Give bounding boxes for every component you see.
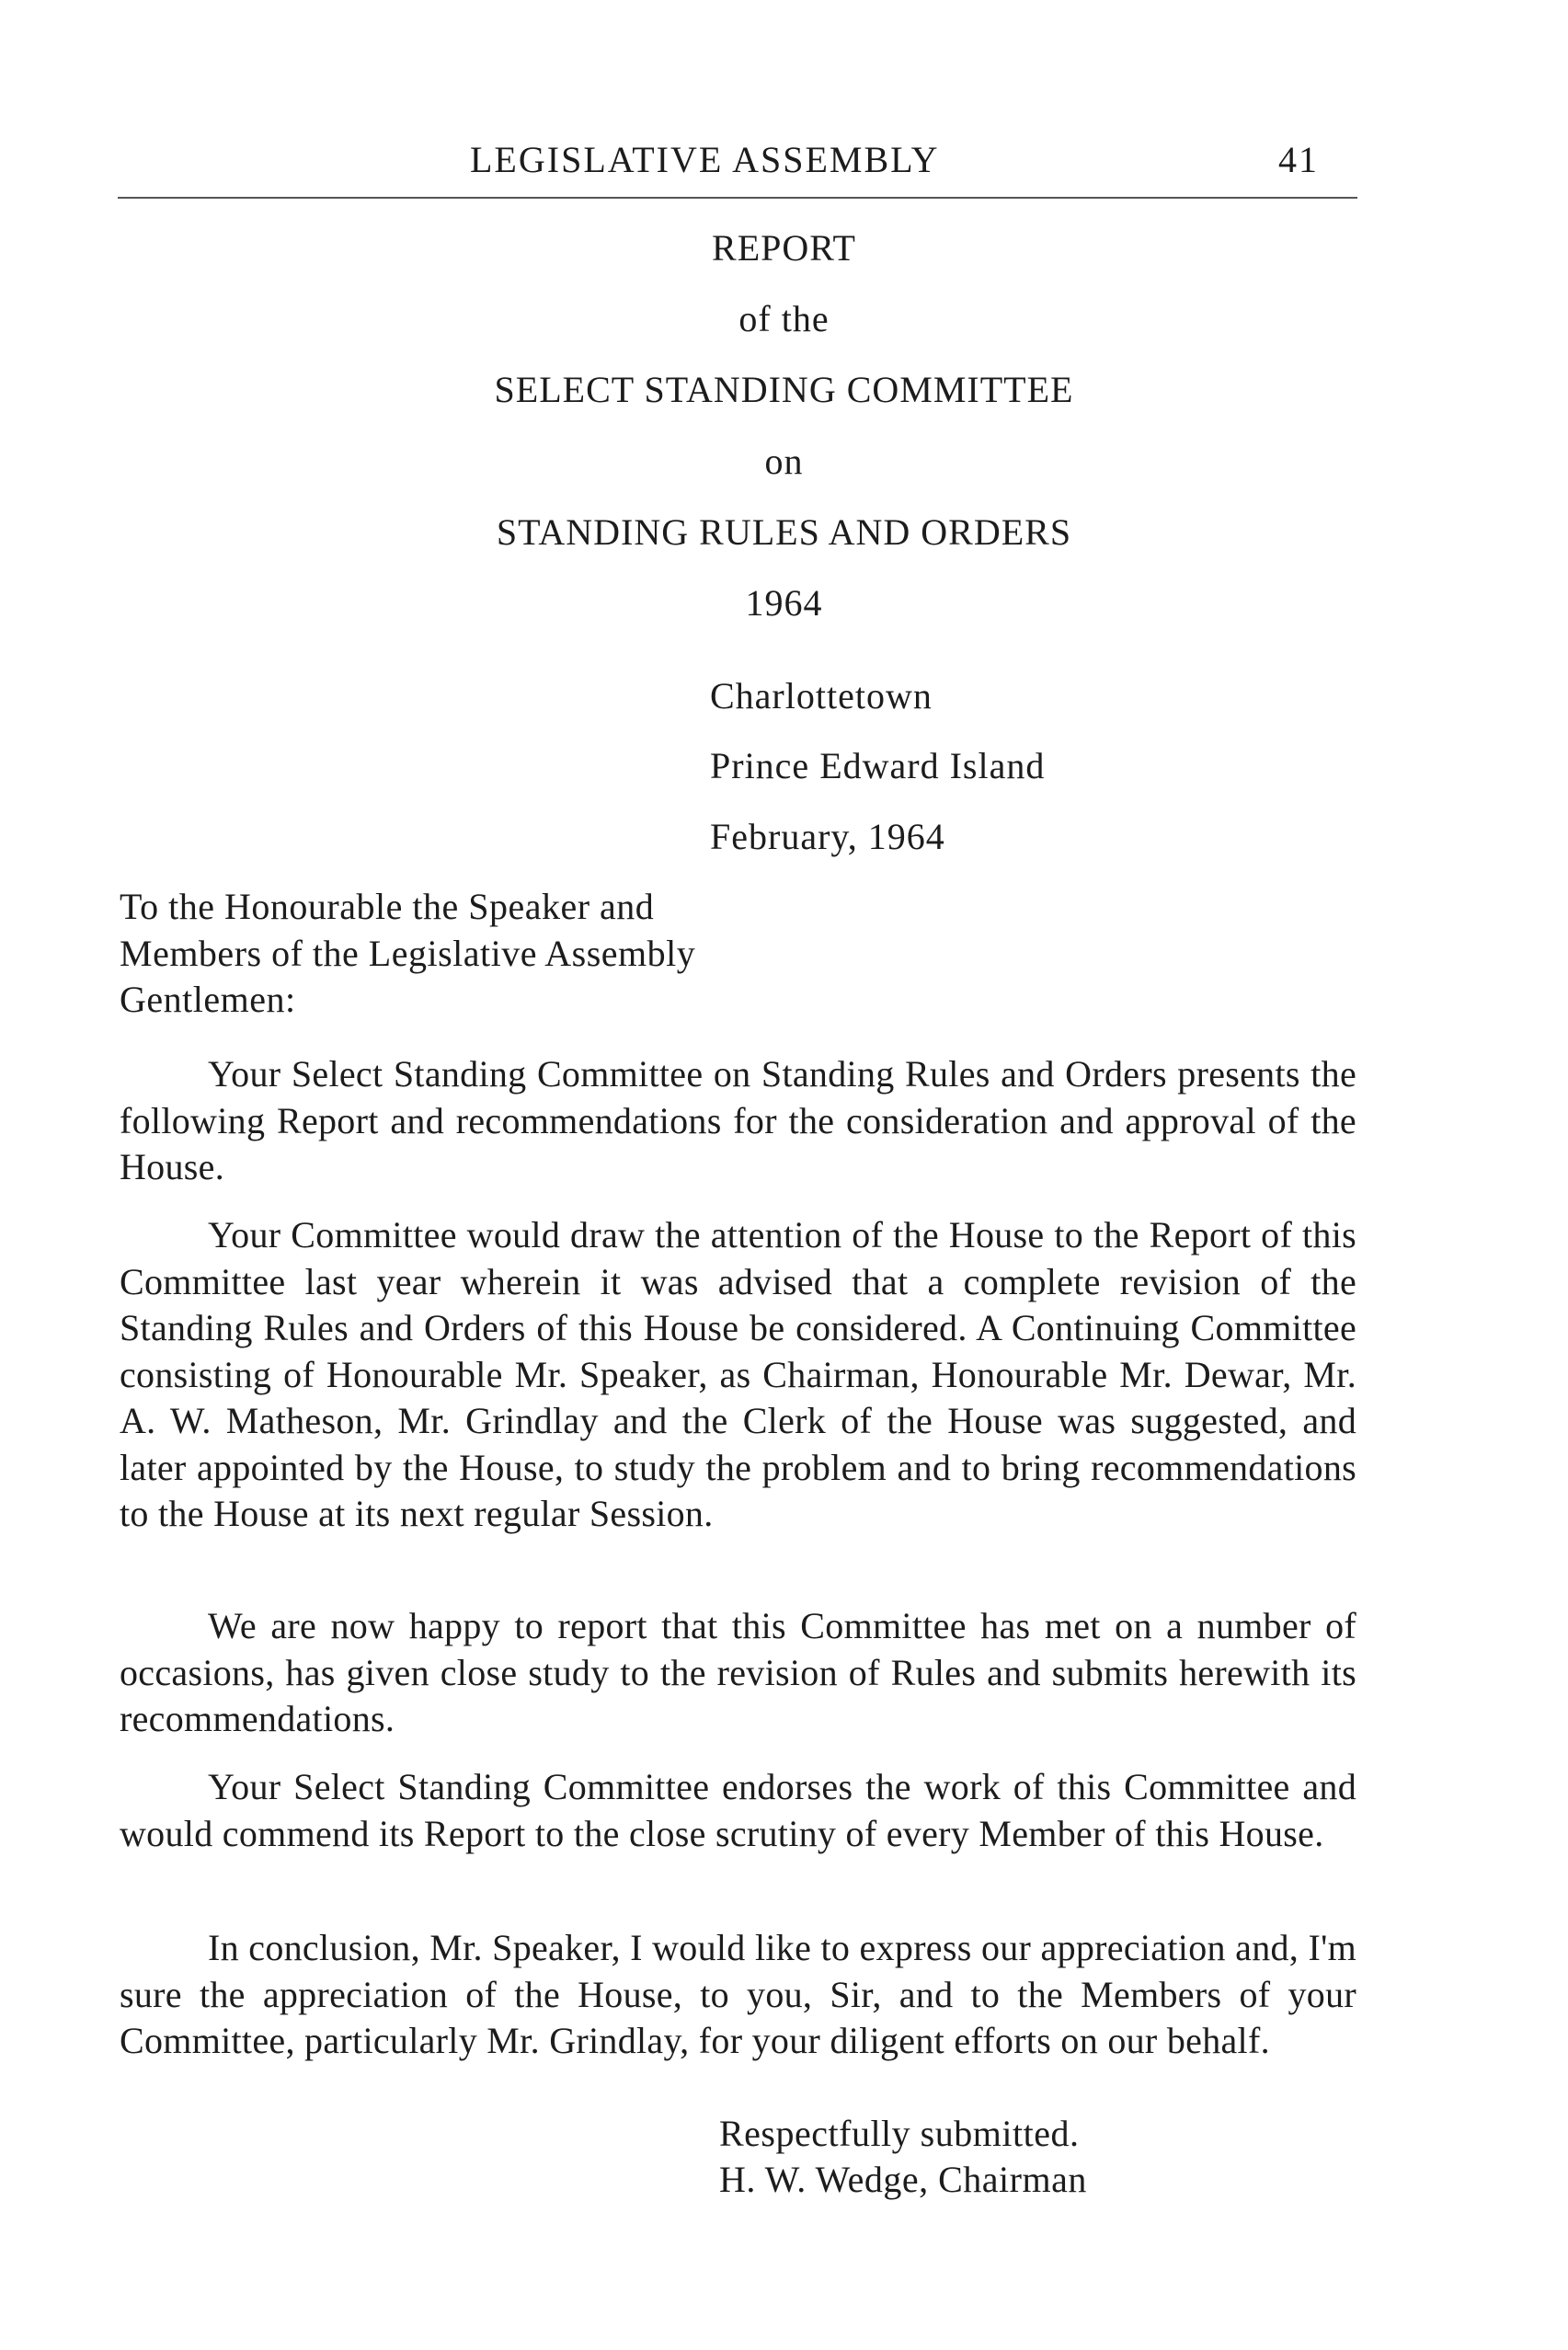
body-paragraph-4-text: Your Select Standing Committee endorses the work of this Committee and would commend its Report to the close scrutiny of every Member of this House.	[120, 1766, 1356, 1854]
dateline-city: Charlottetown	[710, 675, 933, 716]
body-paragraph-2	[120, 1212, 1356, 1538]
dateline-province: Prince Edward Island	[710, 745, 1046, 786]
page-number: 41	[1278, 139, 1319, 180]
body-paragraph-1	[120, 1051, 1356, 1191]
title-subject: STANDING RULES AND ORDERS	[496, 511, 1072, 553]
body-paragraph-2-text: Your Committee would draw the attention of the House to the Report of this Committee last year wherein it was advised that a complete revision of the Standing Rules and Orders of this House be considered. A Continuing Committee consisting of Honourable Mr. Speaker, as Chairman, Honourable Mr. Dewar, Mr. A. W. Matheson, Mr. Grindlay and the Clerk of the House was suggested, and later appointed by the House, to study the problem and to bring recommendations to the House at its next regular Session.	[120, 1214, 1356, 1534]
salutation-line-1: To the Honourable the Speaker and	[120, 886, 655, 927]
body-paragraph-5	[120, 1925, 1356, 2065]
title-on: on	[764, 441, 804, 482]
dateline-date: February, 1964	[710, 816, 945, 857]
closing-line: Respectfully submitted.	[719, 2113, 1080, 2154]
title-report: REPORT	[712, 227, 856, 269]
running-title: LEGISLATIVE ASSEMBLY	[470, 139, 940, 180]
body-paragraph-4	[120, 1764, 1356, 1857]
title-committee: SELECT STANDING COMMITTEE	[494, 369, 1074, 410]
body-paragraph-1-text: Your Select Standing Committee on Standing Rules and Orders presents the following Report and recommendations for the consideration and approval of the House.	[120, 1053, 1356, 1187]
body-paragraph-3-text: We are now happy to report that this Committee has met on a number of occasions, has given close study to the revision of Rules and submits herewith its recommendations.	[120, 1605, 1356, 1739]
title-of-the: of the	[738, 298, 830, 339]
signatory-name: H. W. Wedge, Chairman	[719, 2159, 1087, 2200]
header-rule	[118, 197, 1357, 199]
salutation-line-2: Members of the Legislative Assembly	[120, 933, 696, 974]
salutation-line-3: Gentlemen:	[120, 979, 296, 1020]
title-year: 1964	[745, 582, 823, 624]
body-paragraph-5-text: In conclusion, Mr. Speaker, I would like to express our appreciation and, I'm sure the appreciation of the House, to you, Sir, and to the Members of your Committee, particularly Mr. Grindlay, for your diligent efforts on our behalf.	[120, 1927, 1356, 2061]
body-paragraph-3	[120, 1603, 1356, 1743]
